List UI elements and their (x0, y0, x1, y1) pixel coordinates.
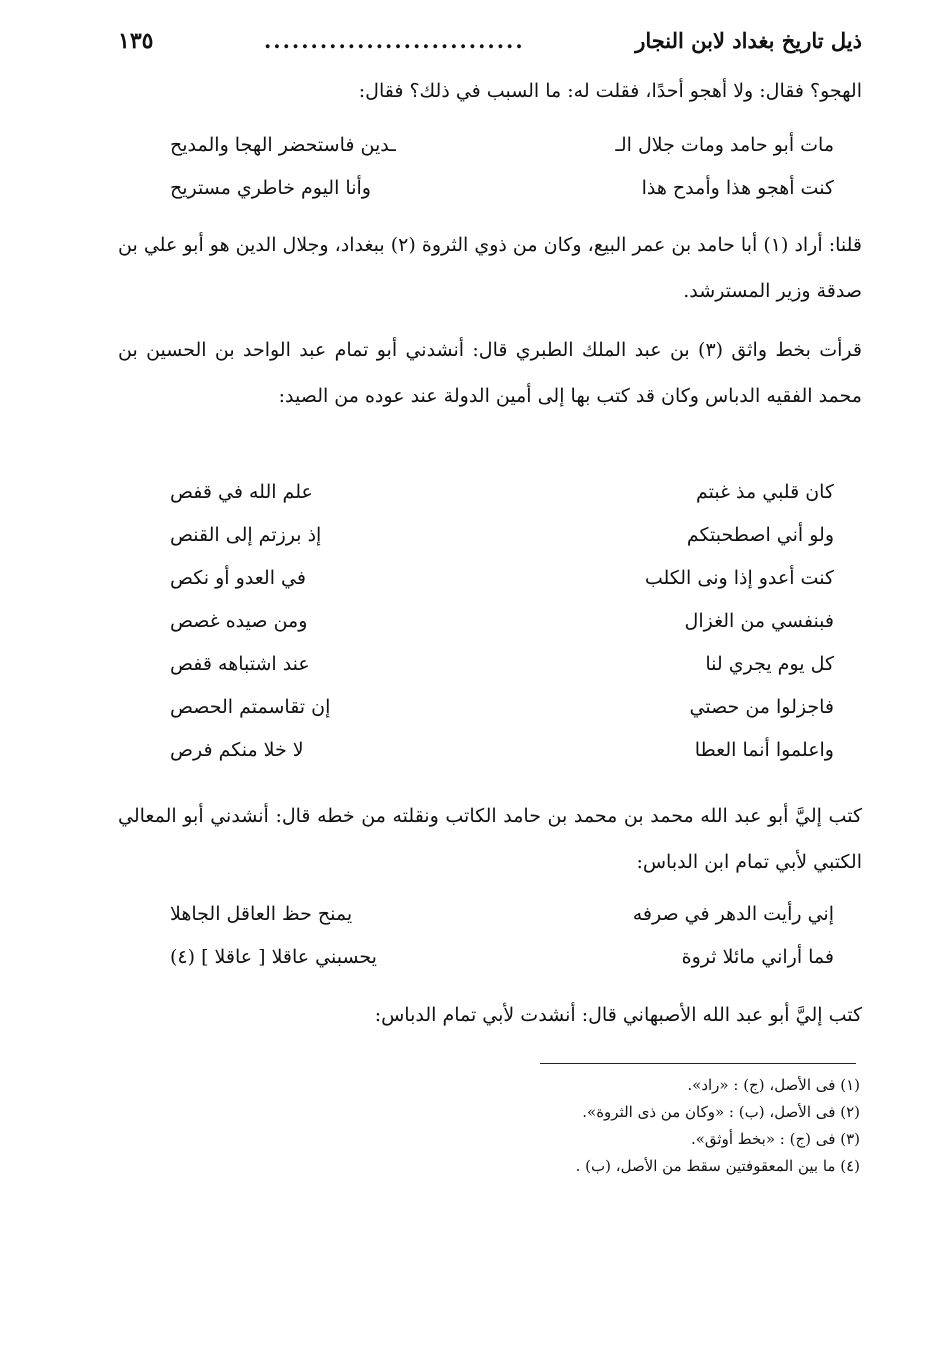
verse-second-hemistich: وأنا اليوم خاطري مستريح (170, 177, 371, 199)
verse-first-hemistich: واعلموا أنما العطا (694, 739, 834, 761)
verse-first-hemistich: إني رأيت الدهر في صرفه (632, 903, 834, 925)
verse-second-hemistich: لا خلا منكم فرص (170, 739, 304, 761)
header-leader-dots: ............................ (263, 28, 525, 53)
paragraph: كتب إليَّ أبو عبد الله محمد بن محمد بن حامد الكاتب ونقلته من خطه قال: أنشدني أبو المعالي الكتبي لأبي تمام ابن الدباس: (118, 805, 862, 873)
verse-first-hemistich: مات أبو حامد ومات جلال الـ (615, 134, 834, 156)
verse-second-hemistich: يحسبني عاقلا [ عاقلا ] (٤) (170, 946, 377, 968)
verse-line (170, 471, 834, 514)
verse-line (170, 124, 834, 167)
verse-first-hemistich: كنت أهجو هذا وأمدح هذا (641, 177, 834, 199)
verse-line (170, 893, 834, 936)
running-header (118, 28, 862, 54)
verse-line (170, 729, 834, 772)
verse-first-hemistich: فبنفسي من الغزال (684, 610, 834, 632)
footnote: (٣) فى (ج) : «بخط أوثق». (690, 1130, 860, 1148)
verse-second-hemistich: ـدين فاستحضر الهجا والمديح (170, 134, 396, 156)
poem-1 (170, 124, 834, 210)
verse-second-hemistich: إن تقاسمتم الحصص (170, 696, 331, 718)
verse-line (170, 557, 834, 600)
verse-second-hemistich: علم الله في قفص (170, 481, 313, 503)
verse-line (170, 686, 834, 729)
verse-first-hemistich: فاجزلوا من حصتي (689, 696, 834, 718)
verse-first-hemistich: فما أراني مائلا ثروة (681, 946, 834, 968)
paragraph: قلنا: أراد (١) أبا حامد بن عمر البيع، وكان من ذوي الثروة (٢) ببغداد، وجلال الدين هو أبو علي بن صدقة وزير المسترشد. (118, 234, 862, 302)
verse-second-hemistich: عند اشتباهه قفص (170, 653, 310, 675)
poem-2 (170, 471, 834, 772)
verse-second-hemistich: إذ برزتم إلى القنص (170, 524, 322, 546)
footnotes (400, 1072, 860, 1180)
verse-line (170, 643, 834, 686)
verse-line (170, 514, 834, 557)
header-title: ذيل تاريخ بغداد لابن النجار (635, 28, 862, 53)
verse-second-hemistich: في العدو أو نكص (170, 567, 306, 589)
verse-line (170, 936, 834, 979)
footnote: (٤) ما بين المعقوفتين سقط من الأصل، (ب) . (575, 1157, 860, 1175)
verse-line (170, 167, 834, 210)
verse-first-hemistich: كل يوم يجري لنا (705, 653, 834, 675)
page-number: ١٣٥ (118, 28, 154, 54)
verse-first-hemistich: كان قلبي مذ غبتم (695, 481, 834, 503)
paragraph: قرأت بخط واثق (٣) بن عبد الملك الطبري قال: أنشدني أبو تمام عبد الواحد بن الحسين بن محمد الفقيه الدباس وكان قد كتب بها إلى أمين الدولة عند عوده من الصيد: (118, 339, 862, 407)
verse-second-hemistich: ومن صيده غصص (170, 610, 308, 632)
footnote-divider (540, 1063, 856, 1064)
footnote: (١) فى الأصل، (ج) : «راد». (687, 1076, 860, 1094)
poem-3 (170, 893, 834, 979)
verse-first-hemistich: ولو أني اصطحبتكم (686, 524, 834, 546)
verse-first-hemistich: كنت أعدو إذا ونى الكلب (644, 567, 834, 589)
footnote: (٢) فى الأصل، (ب) : «وكان من ذى الثروة». (582, 1103, 860, 1121)
paragraph: كتب إليَّ أبو عبد الله الأصبهاني قال: أنشدت لأبي تمام الدباس: (374, 1004, 862, 1026)
verse-line (170, 600, 834, 643)
paragraph: الهجو؟ فقال: ولا أهجو أحدًا، فقلت له: ما السبب في ذلك؟ فقال: (358, 80, 862, 102)
verse-second-hemistich: يمنح حظ العاقل الجاهلا (170, 903, 353, 925)
